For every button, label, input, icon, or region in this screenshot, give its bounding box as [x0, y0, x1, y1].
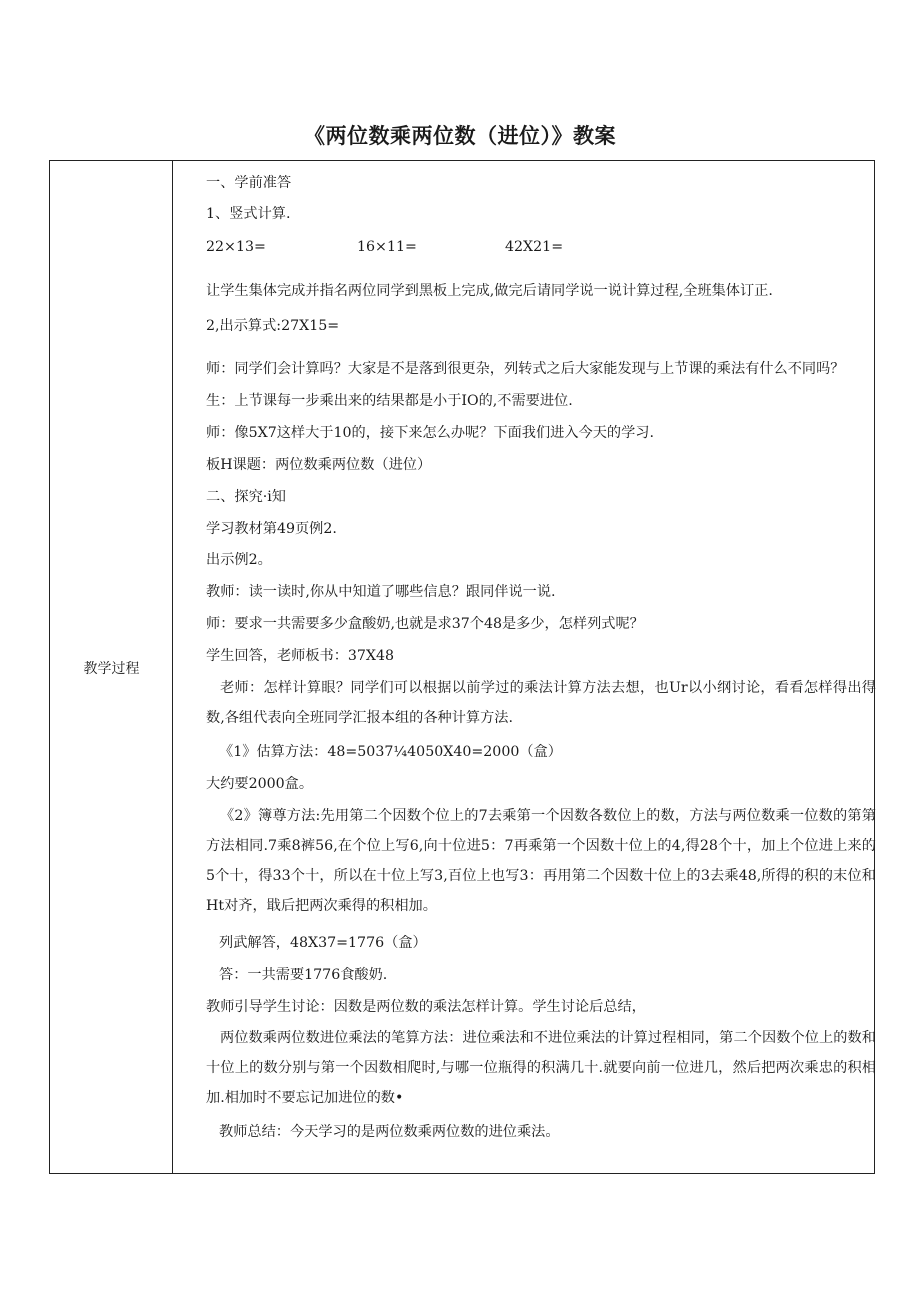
- text-line: 教师：读一读时,你从中知道了哪些信息？跟同伴说一说.: [206, 584, 556, 600]
- text-line: 板H课题：两位数乘两位数（进位）: [206, 457, 432, 473]
- text-line: 让学生集体完成并指名两位同学到黑板上完成,做完后请同学说一说计算过程,全班集体订正.: [206, 283, 773, 299]
- text-line: 出示例2。: [206, 552, 272, 568]
- text-line: 《1》估算方法：48=5037¼4050X40=2000（盒）: [219, 744, 562, 760]
- text-line: 列武解答，48X37=1776（盒）: [219, 935, 427, 951]
- expression: 22×13=: [206, 239, 266, 255]
- expression: 16×11=: [357, 239, 417, 255]
- paragraph: 《2》簿尊方法:先用第二个因数个位上的7去乘第一个因数各数位上的数，方法与两位数乘一位数的第第方法相同.7乘8裤56,在个位上写6,向十位进5：7再乘第一个因数十位上的4,得28个十，加上个位进上来的5个十，得33个十，所以在十位上写3,百位上也写3：再用第二个因数十位上的3去乘48,所得的积的末位和Ht对齐，戢后把两次乘得的积相加。: [206, 808, 876, 914]
- paragraph: 两位数乘两位数进位乘法的笔算方法：进位乘法和不进位乘法的计算过程相同，第二个因数个位上的数和十位上的数分别与第一个因数相爬时,与哪一位瓶得的积满几十.就要向前一位进几，然后把两次乘忠的积相加.相加时不要忘记加进位的数•: [206, 1030, 876, 1106]
- text-line: 学习教材第49页例2.: [206, 521, 337, 537]
- text-line: 1、竖式计算.: [206, 206, 291, 222]
- text-line: 师：像5X7这样大于10的，接下来怎么办呢？下面我们进入今天的学习.: [206, 425, 654, 441]
- page-title: 《两位数乘两位数（进位）》教案: [304, 124, 616, 148]
- expression: 42X21=: [505, 239, 564, 255]
- text-line: 生：上节课每一步乘出来的结果都是小于IO的,不需要进位.: [206, 393, 573, 409]
- section-label: 教学过程: [83, 661, 140, 677]
- heading-explore: 二、探究·i知: [206, 489, 286, 505]
- text-line: 大约要2000盒。: [206, 776, 314, 792]
- lesson-table: [49, 160, 875, 1174]
- text-line: 2,出示算式:27X15=: [206, 318, 340, 334]
- text-line: 师：同学们会计算吗？大家是不是落到很更杂，列转式之后大家能发现与上节课的乘法有什么不同吗？: [206, 361, 845, 377]
- left-column: [50, 161, 173, 1173]
- text-line: 教师总结：今天学习的是两位数乘两位数的进位乘法。: [219, 1124, 560, 1140]
- heading-pre-study: 一、学前准答: [206, 175, 292, 191]
- text-line: 师：要求一共需要多少盒酸奶,也就是求37个48是多少，怎样列式呢？: [206, 616, 644, 632]
- text-line: 教师引导学生讨论：因数是两位数的乘法怎样计算。学生讨论后总结，: [206, 999, 646, 1015]
- text-line: 答：一共需要1776食酸奶.: [219, 967, 388, 983]
- paragraph: 老师：怎样计算眼？同学们可以根据以前学过的乘法计算方法去想，也Ur以小纲讨论，看看怎样得出得数,各组代表向全班同学汇报本组的各种计算方法.: [206, 680, 876, 726]
- text-line: 学生回答，老师板书：37X48: [206, 648, 395, 664]
